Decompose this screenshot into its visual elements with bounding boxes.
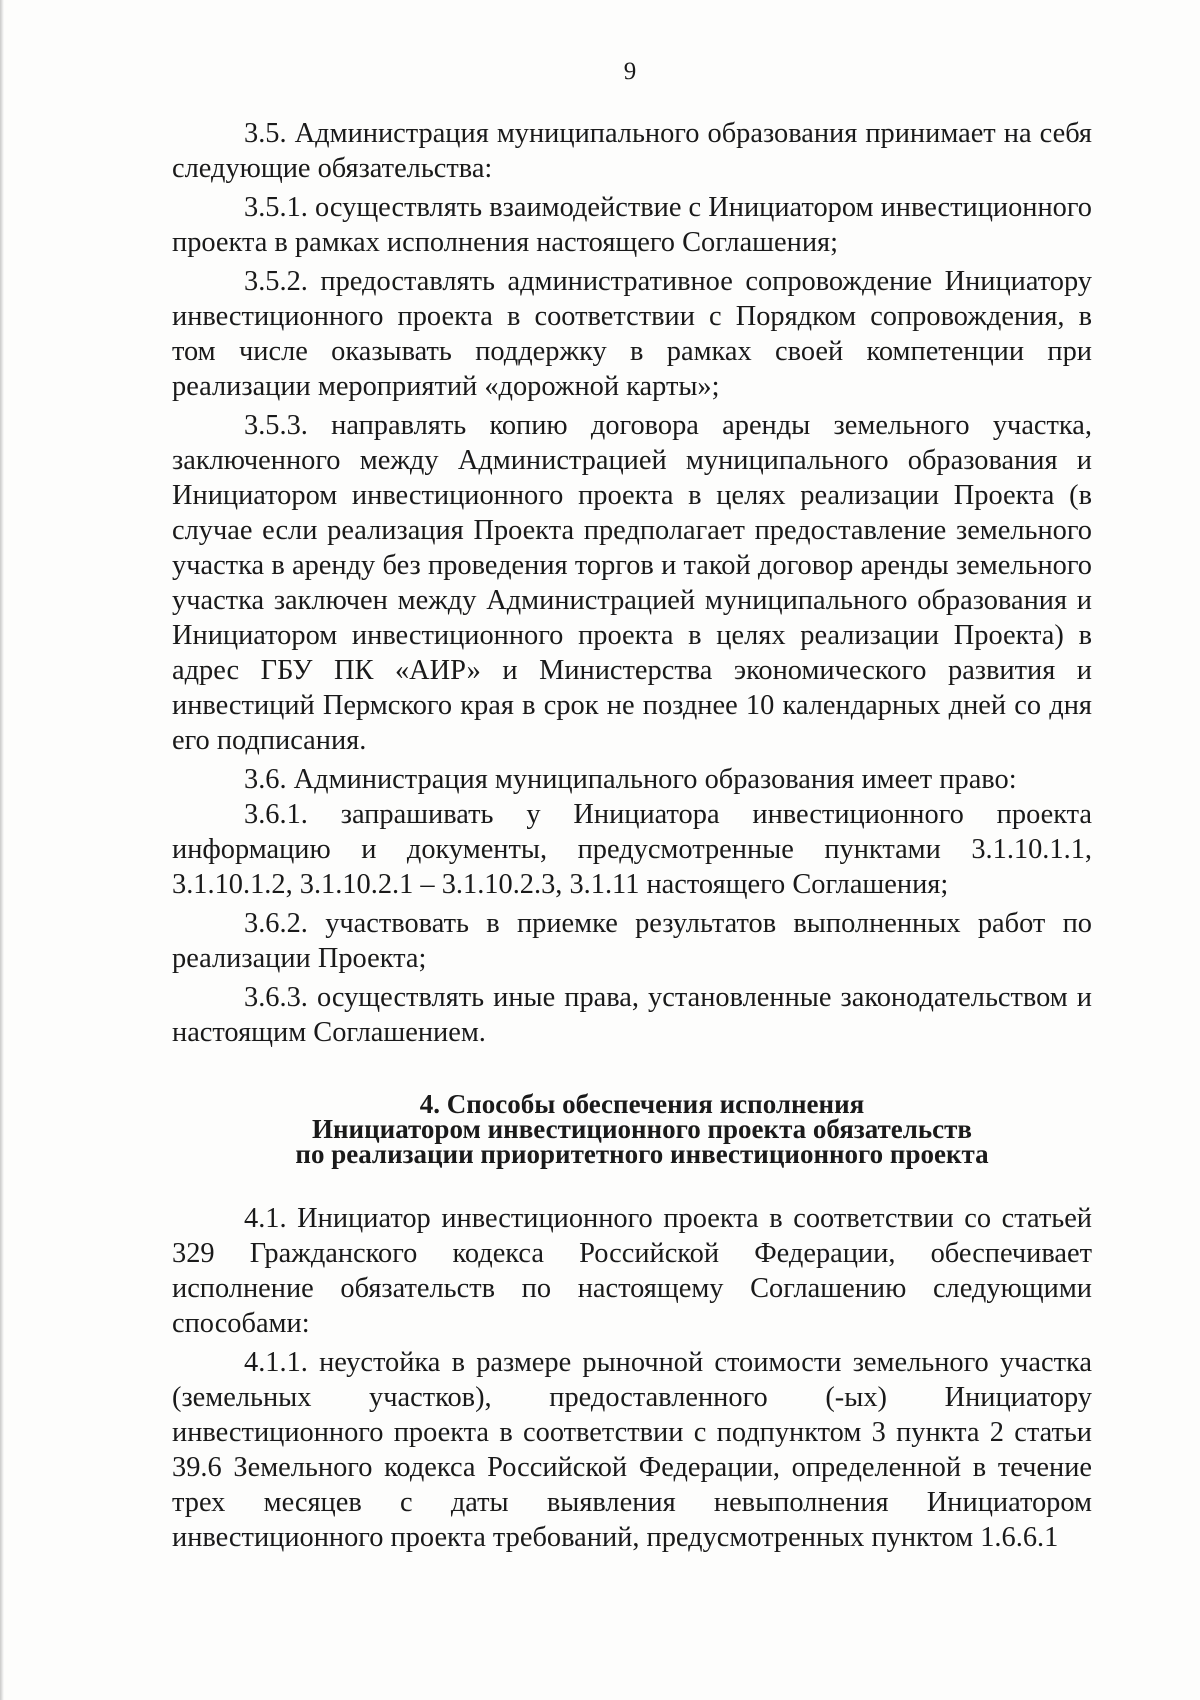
paragraph-4-1-1: 4.1.1. неустойка в размере рыночной стоимости земельного участка (земельных участков), предоставленного (-ых) Инициатору инвестиционного проекта в соответствии с подпунктом 3 пункта 2 статьи 39.6 Земельного кодекса Российской Федерации, определенной в течение трех месяцев с даты выявления невыполнения Инициатором инвестиционного проекта требований, предусмотренных пунктом 1.6.6.1 [172, 1347, 1092, 1553]
paragraph-3-6: 3.6. Администрация муниципального образования имеет право: [244, 764, 1017, 795]
paragraph-3-6-2: 3.6.2. участвовать в приемке результатов выполненных работ по реализации Проекта; [172, 908, 1092, 974]
section-heading-line-2: Инициатором инвестиционного проекта обязательств [312, 1114, 972, 1144]
page-number: 9 [623, 58, 637, 85]
section-heading-line-1: 4. Способы обеспечения исполнения [419, 1089, 865, 1119]
paragraph-3-5-1: 3.5.1. осуществлять взаимодействие с Инициатором инвестиционного проекта в рамках исполнения настоящего Соглашения; [172, 192, 1092, 258]
paragraph-3-6-3: 3.6.3. осуществлять иные права, установленные законодательством и настоящим Соглашением. [172, 982, 1092, 1048]
paragraph-3-6-1: 3.6.1. запрашивать у Инициатора инвестиционного проекта информацию и документы, предусмотренные пунктами 3.1.10.1.1, 3.1.10.1.2, 3.1.10.2.1 – 3.1.10.2.3, 3.1.11 настоящего Соглашения; [172, 799, 1092, 900]
document-body [172, 116, 1092, 1559]
paragraph-3-5-2: 3.5.2. предоставлять административное сопровождение Инициатору инвестиционного проекта в соответствии с Порядком сопровождения, в том числе оказывать поддержку в рамках своей компетенции при реализации мероприятий «дорожной карты»; [172, 266, 1092, 402]
scan-edge-shadow [0, 0, 4, 1700]
paragraph-3-5: 3.5. Администрация муниципального образования принимает на себя следующие обязательства: [172, 118, 1092, 184]
paragraph-4-1: 4.1. Инициатор инвестиционного проекта в соответствии со статьей 329 Гражданского кодекса Российской Федерации, обеспечивает исполнение обязательств по настоящему Соглашению следующими способами: [172, 1203, 1092, 1339]
section-heading [172, 1089, 1092, 1169]
section-heading-line-3: по реализации приоритетного инвестиционного проекта [295, 1139, 989, 1169]
paragraph-3-5-3: 3.5.3. направлять копию договора аренды земельного участка, заключенного между Администрацией муниципального образования и Инициатором инвестиционного проекта в целях реализации Проекта (в случае если реализация Проекта предполагает предоставление земельного участка в аренду без проведения торгов и такой договор аренды земельного участка заключен между Администрацией муниципального образования и Инициатором инвестиционного проекта в целях реализации Проекта) в адрес ГБУ ПК «АИР» и Министерства экономического развития и инвестиций Пермского края в срок не позднее 10 календарных дней со дня его подписания. [172, 410, 1092, 756]
